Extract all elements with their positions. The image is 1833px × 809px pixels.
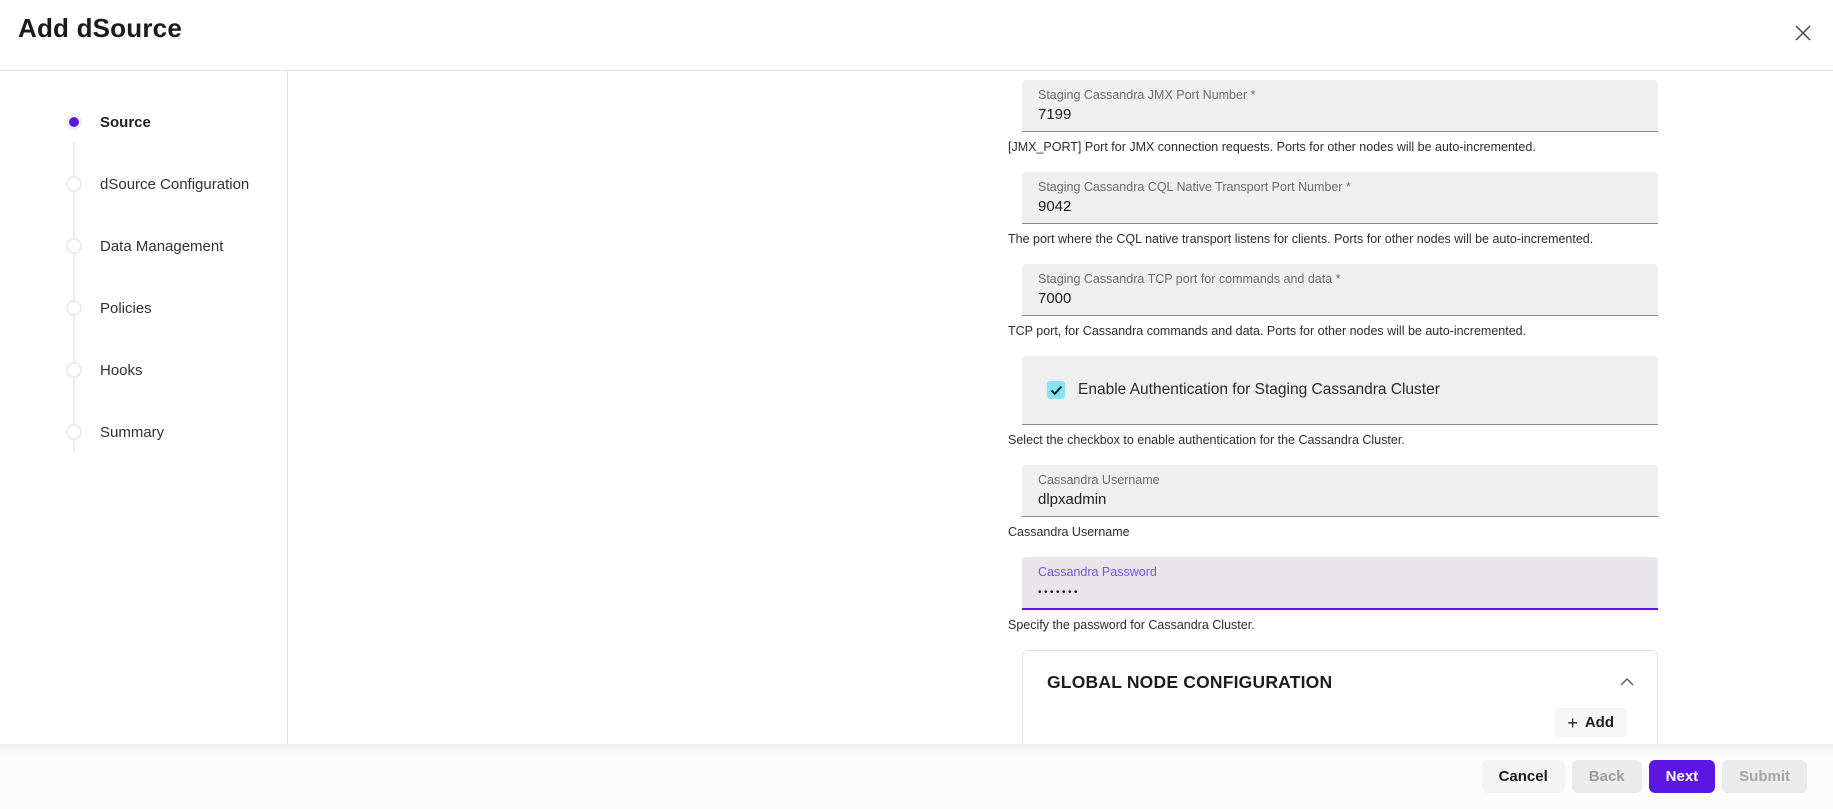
step-label: Policies: [100, 299, 152, 317]
section-title: GLOBAL NODE CONFIGURATION: [1047, 672, 1333, 692]
dialog-footer: [0, 744, 1833, 809]
jmx-port-helper-text: [JMX_PORT] Port for JMX connection requests. Ports for other nodes will be auto-incremented.: [1008, 140, 1536, 154]
global-node-configuration-section: [1022, 650, 1658, 744]
step-policies[interactable]: [0, 277, 287, 339]
field-value: 7199: [1038, 106, 1072, 123]
field-label: Staging Cassandra CQL Native Transport Port Number *: [1038, 180, 1351, 194]
jmx-port-field[interactable]: [1022, 80, 1658, 132]
add-node-button[interactable]: [1554, 708, 1627, 737]
cql-port-helper-text: The port where the CQL native transport listens for clients. Ports for other nodes will be auto-incremented.: [1008, 232, 1594, 246]
step-data-management[interactable]: [0, 215, 287, 277]
password-helper-text: Specify the password for Cassandra Cluster.: [1008, 618, 1255, 632]
close-button[interactable]: [1787, 18, 1819, 50]
step-source[interactable]: [0, 91, 287, 153]
checkbox-checked-icon[interactable]: [1047, 381, 1065, 399]
step-dot-icon: [66, 300, 82, 316]
cassandra-username-field[interactable]: [1022, 465, 1658, 517]
enable-auth-checkbox-row[interactable]: [1022, 356, 1658, 425]
tcp-port-field[interactable]: [1022, 264, 1658, 316]
step-label: Summary: [100, 423, 165, 441]
plus-icon: +: [1567, 712, 1578, 733]
field-label: Cassandra Password: [1038, 565, 1157, 579]
collapse-section-button[interactable]: [1615, 669, 1639, 693]
step-hooks[interactable]: [0, 339, 287, 401]
step-dot-icon: [66, 238, 82, 254]
chevron-up-icon: [1620, 674, 1634, 689]
step-label: dSource Configuration: [100, 175, 250, 193]
step-dsource-configuration[interactable]: [0, 153, 287, 215]
back-button[interactable]: Back: [1572, 760, 1642, 793]
step-label: Source: [100, 113, 151, 131]
dialog-header: [0, 0, 1833, 71]
wizard-stepper: [0, 71, 288, 744]
step-dot-icon: [66, 362, 82, 378]
enable-auth-label: Enable Authentication for Staging Cassandra Cluster: [1078, 381, 1440, 398]
step-active-dot-icon: [66, 114, 82, 130]
tcp-port-helper-text: TCP port, for Cassandra commands and data. Ports for other nodes will be auto-incremented.: [1008, 324, 1527, 338]
form-content-area: [289, 71, 1833, 744]
step-label: Hooks: [100, 361, 143, 379]
dialog-title: Add dSource: [18, 13, 182, 43]
step-summary[interactable]: [0, 401, 287, 463]
field-label: Staging Cassandra JMX Port Number *: [1038, 88, 1256, 102]
step-dot-icon: [66, 424, 82, 440]
enable-auth-helper-text: Select the checkbox to enable authentication for the Cassandra Cluster.: [1008, 433, 1405, 447]
cassandra-password-field[interactable]: [1022, 557, 1658, 610]
cancel-button[interactable]: Cancel: [1482, 760, 1565, 793]
cql-port-field[interactable]: [1022, 172, 1658, 224]
step-dot-icon: [66, 176, 82, 192]
field-value: dlpxadmin: [1038, 491, 1107, 508]
next-button[interactable]: Next: [1649, 760, 1716, 793]
username-helper-text: Cassandra Username: [1008, 525, 1130, 539]
password-masked-value: •••••••: [1038, 587, 1081, 598]
source-form: [1008, 80, 1658, 744]
field-label: Staging Cassandra TCP port for commands and data *: [1038, 272, 1341, 286]
field-value: 7000: [1038, 290, 1072, 307]
step-label: Data Management: [100, 237, 224, 255]
field-label: Cassandra Username: [1038, 473, 1160, 487]
submit-button[interactable]: Submit: [1722, 760, 1807, 793]
close-icon: [1793, 23, 1813, 46]
add-button-label: Add: [1584, 714, 1614, 731]
field-value: 9042: [1038, 198, 1072, 215]
